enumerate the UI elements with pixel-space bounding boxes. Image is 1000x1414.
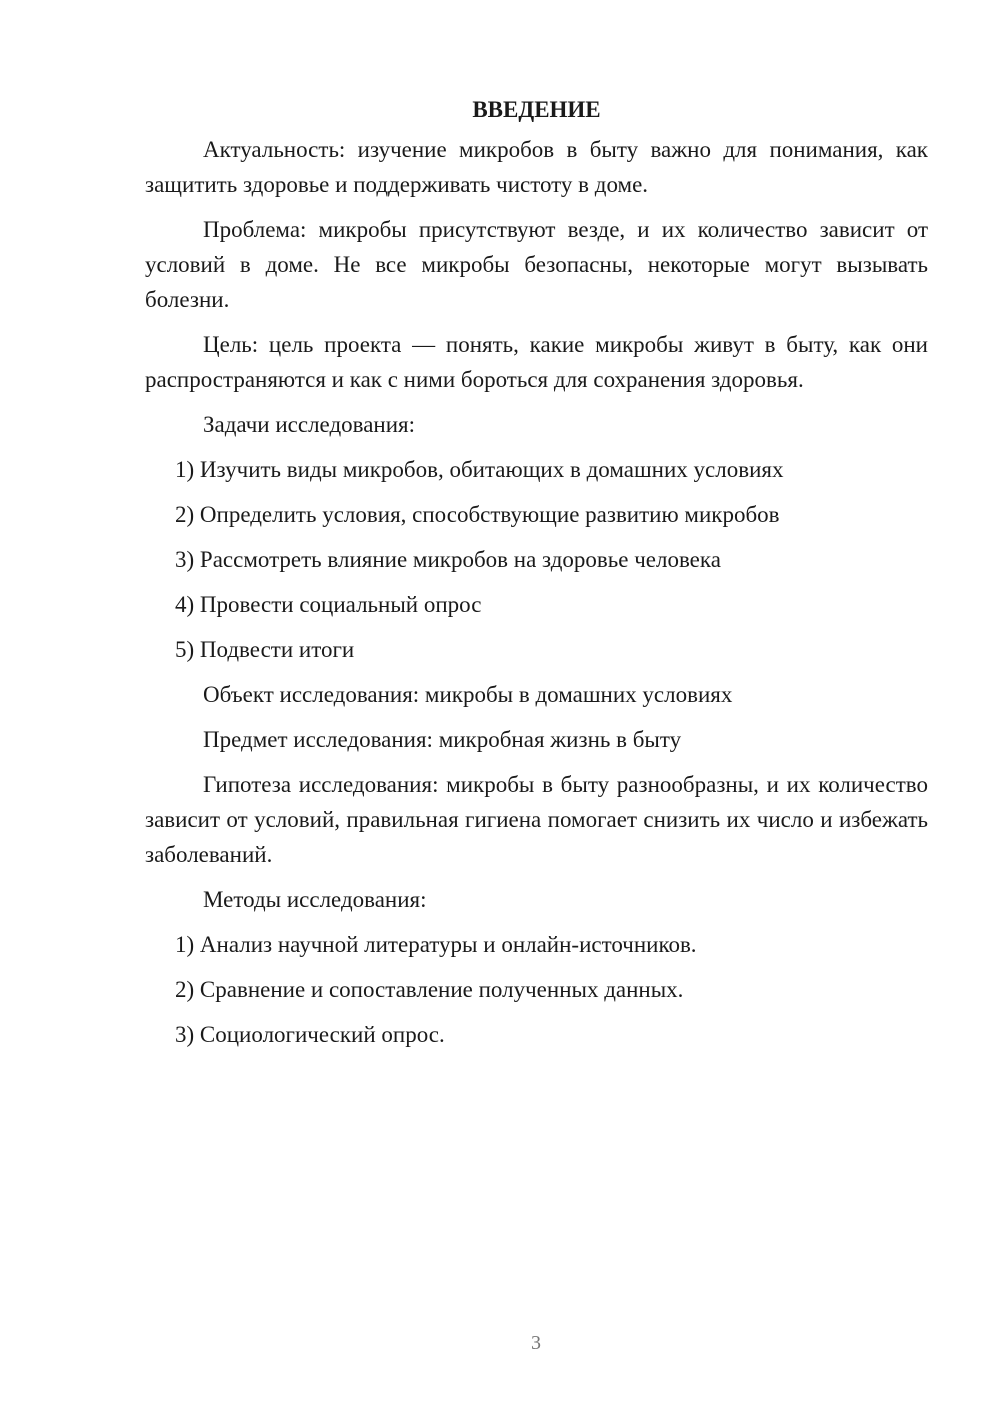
task-item: 1) Изучить виды микробов, обитающих в домашних условиях <box>175 457 784 482</box>
problem-paragraph: Проблема: микробы присутствуют везде, и их количество зависит от условий в доме. Не все микробы безопасны, некоторые могут вызывать болезни. <box>145 217 928 312</box>
section-heading: ВВЕДЕНИЕ <box>472 97 601 122</box>
methods-label: Методы исследования: <box>203 887 427 912</box>
object-paragraph: Объект исследования: микробы в домашних условиях <box>203 682 733 707</box>
task-item: 2) Определить условия, способствующие развитию микробов <box>175 502 780 527</box>
goal-paragraph: Цель: цель проекта — понять, какие микробы живут в быту, как они распространяются и как с ними бороться для сохранения здоровья. <box>145 332 928 392</box>
hypothesis-paragraph: Гипотеза исследования: микробы в быту разнообразны, и их количество зависит от условий, правильная гигиена помогает снизить их число и избежать заболеваний. <box>145 772 928 867</box>
page-number: 3 <box>531 1332 541 1354</box>
task-item: 5) Подвести итоги <box>175 637 355 662</box>
document-body <box>145 92 928 1062</box>
method-item: 2) Сравнение и сопоставление полученных данных. <box>175 977 684 1002</box>
subject-paragraph: Предмет исследования: микробная жизнь в быту <box>203 727 682 752</box>
tasks-label: Задачи исследования: <box>203 412 416 437</box>
task-item: 3) Рассмотреть влияние микробов на здоровье человека <box>175 547 721 572</box>
task-item: 4) Провести социальный опрос <box>175 592 482 617</box>
method-item: 3) Социологический опрос. <box>175 1022 445 1047</box>
relevance-paragraph: Актуальность: изучение микробов в быту важно для понимания, как защитить здоровье и поддерживать чистоту в доме. <box>145 137 928 197</box>
method-item: 1) Анализ научной литературы и онлайн-источников. <box>175 932 697 957</box>
